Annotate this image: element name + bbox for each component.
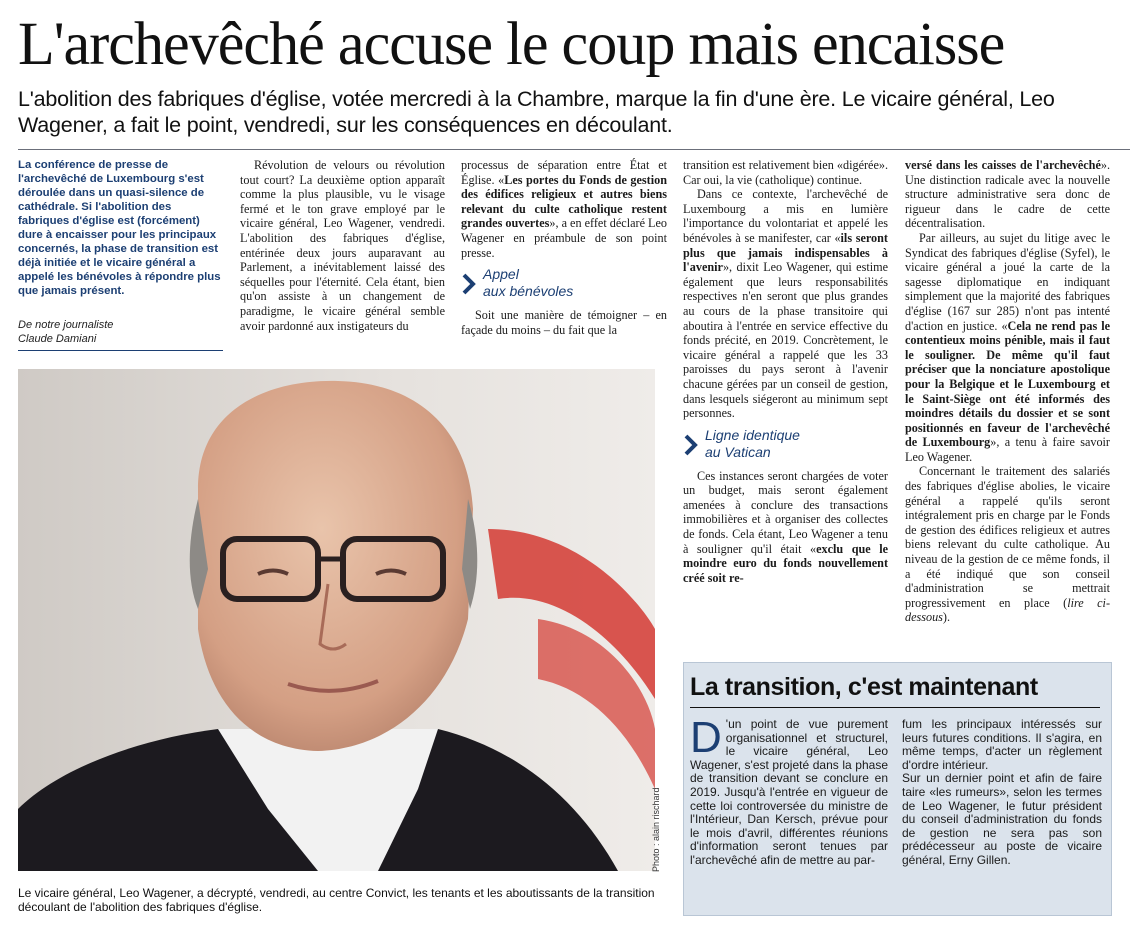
article-column-1	[240, 158, 445, 333]
portrait-photo-illustration	[18, 369, 655, 871]
subhead-appel-line2: aux bénévoles	[483, 283, 574, 300]
chevron-right-icon	[683, 433, 699, 457]
chevron-right-icon	[461, 272, 477, 296]
sidebar-box-column-2	[902, 718, 1102, 868]
photo-caption: Le vicaire général, Leo Wagener, a décrypté, vendredi, au centre Convict, les tenants et les aboutissants de la transition découlant de l'abolition des fabriques d'église.	[18, 886, 655, 914]
sidebar-box-title: La transition, c'est maintenant	[690, 669, 1100, 708]
portrait-photo	[18, 369, 655, 871]
col4-paragraph-1: versé dans les caisses de l'archevêché». Une distinction radicale avec la nouvelle structure administrative sera donc de rigueur dans le cadre de cette décentralisation.	[905, 158, 1110, 231]
article-column-2	[461, 158, 667, 337]
lead-paragraph: La conférence de presse de l'archevêché de Luxembourg s'est déroulée dans un quasi-silence de cathédrale. Si l'abolition des fabriques d'église est (forcément) dure à encaisser pour les principaux concernés, la phase de transition est déjà initiée et le vicaire général a appelé les bénévoles à répondre plus que jamais présent.	[18, 159, 221, 297]
subhead-ligne	[683, 427, 888, 461]
photo-credit: Photo : alain rischard	[651, 787, 661, 872]
col4-paragraph-2: Par ailleurs, au sujet du litige avec le Syndicat des fabriques d'église (Syfel), le vicaire général a joué la carte de la sagesse diplomatique en indiquant simplement que la majorité des fabriques d'église (167 sur 285) n'ont pas intenté d'action en justice. «Cela ne rend pas le contentieux moins pénible, mais il faut le souligner. De même qu'il faut préciser que la nonciature apostolique pour la Belgique et le Luxembourg et le Saint-Siège ont été informés des moindres détails du dossier et se sont positionnés en faveur de l'archevêché de Luxembourg», a tenu à faire savoir Leo Wagener.	[905, 230, 1110, 464]
sidebar-box-paragraph-3: Sur un dernier point et afin de faire taire «les rumeurs», selon les termes de Leo Wagener, le futur président du conseil d'administration du fonds de gestion ne sera pas son prédécesseur au poste de vicaire général, Erny Gillen.	[902, 771, 1102, 867]
top-rule	[18, 149, 1130, 150]
subhead-ligne-line1: Ligne identique	[705, 426, 800, 443]
sidebar-box-paragraph-2: fum les principaux intéressés sur leurs futures conditions. Il s'agira, en même temps, d'acter un règlement d'ordre intérieur.	[902, 717, 1102, 772]
col2-paragraph-1: processus de séparation entre État et Église. «Les portes du Fonds de gestion des édifices religieux et autres biens relevant du culte catholique restent grandes ouvertes», a en effet déclaré Leo Wagener en préambule de son point presse.	[461, 158, 667, 260]
byline	[18, 318, 223, 351]
subhead-appel	[461, 266, 667, 300]
col4-paragraph-3: Concernant le traitement des salariés des fabriques d'église abolies, le vicaire général a rappelé qu'ils seront intégralement pris en charge par le Fonds de gestion des édifices religieux et autres biens relevant du culte catholique. Au niveau de la gestion de ce même fonds, il a été indiqué que son conseil d'administration se mettrait progressivement en place (lire ci-dessous).	[905, 464, 1111, 625]
headline: L'archevêché accuse le coup mais encaisse	[18, 11, 1005, 78]
article-column-3	[683, 158, 888, 585]
sidebar-box-column-1	[690, 713, 888, 868]
drop-cap: D	[690, 713, 722, 762]
article-column-4	[905, 158, 1110, 625]
sidebar-box	[683, 662, 1112, 916]
lead-box	[18, 158, 223, 351]
subhead-appel-line1: Appel	[483, 266, 519, 283]
col3-paragraph-3: Ces instances seront chargées de voter un budget, mais seront également amenées à conclure des transactions immobilières et à organiser des collectes de fonds. Cela étant, Leo Wagener a tenu à souligner qu'il était «exclu que le moindre euro du fonds nouvellement créé soit re-	[683, 468, 888, 585]
deck: L'abolition des fabriques d'église, votée mercredi à la Chambre, marque la fin d'une ère. Le vicaire général, Leo Wagener, a fait le point, vendredi, sur les conséquences en découlant.	[18, 87, 1055, 137]
col3-paragraph-1: transition est relativement bien «digérée». Car oui, la vie (catholique) continue.	[683, 158, 888, 187]
sidebar-box-paragraph-1: D 'un point de vue purement organisationnel et structurel, le vicaire général, Leo Wagener, s'est projeté dans la phase de transition devant se conclure en 2019. Jusqu'à l'entrée en vigueur de cette loi controversée du ministre de l'Intérieur, Dan Kersch, prévue pour le mois d'avril, différentes réunions d'information seront tenues par l'archevêché afin de mettre au par-	[690, 713, 888, 867]
byline-line1: De notre journaliste	[18, 319, 114, 331]
subhead-ligne-line2: au Vatican	[705, 443, 771, 460]
col2-paragraph-2: Soit une manière de témoigner – en façade du moins – du fait que la	[461, 308, 667, 337]
col1-paragraph-1: Révolution de velours ou révolution tout court? La deuxième option apparaît comme la plus plausible, vu le visage fermé et le ton grave employé par le vicaire général, Leo Wagener, vendredi. L'abolition des fabriques d'église, entérinée deux jours auparavant au Parlement, a inévitablement laissé des séquelles pour l'éternité. Cela étant, bien qu'on assiste à un changement de paradigme, le vicaire général semble avoir pardonné aux instigateurs du	[240, 158, 445, 333]
col3-paragraph-2: Dans ce contexte, l'archevêché de Luxembourg a mis en lumière l'importance du volontariat et appelé les bénévoles à se manifester, car «ils seront plus que jamais indispensables à l'avenir», dixit Leo Wagener, qui estime également que leurs responsabilités respectives n'en seront que plus grandes au cours de la phase transitoire qui aboutira à l'entrée en service effective du fonds précité, en 2019. Concrètement, le vicaire général a rappelé que les 33 paroisses du pays seront à l'avenir chacune gérées par un conseil de gestion, dans lesquels siégeront au minimum sept personnes.	[683, 187, 888, 421]
byline-author: Claude Damiani	[18, 333, 97, 345]
